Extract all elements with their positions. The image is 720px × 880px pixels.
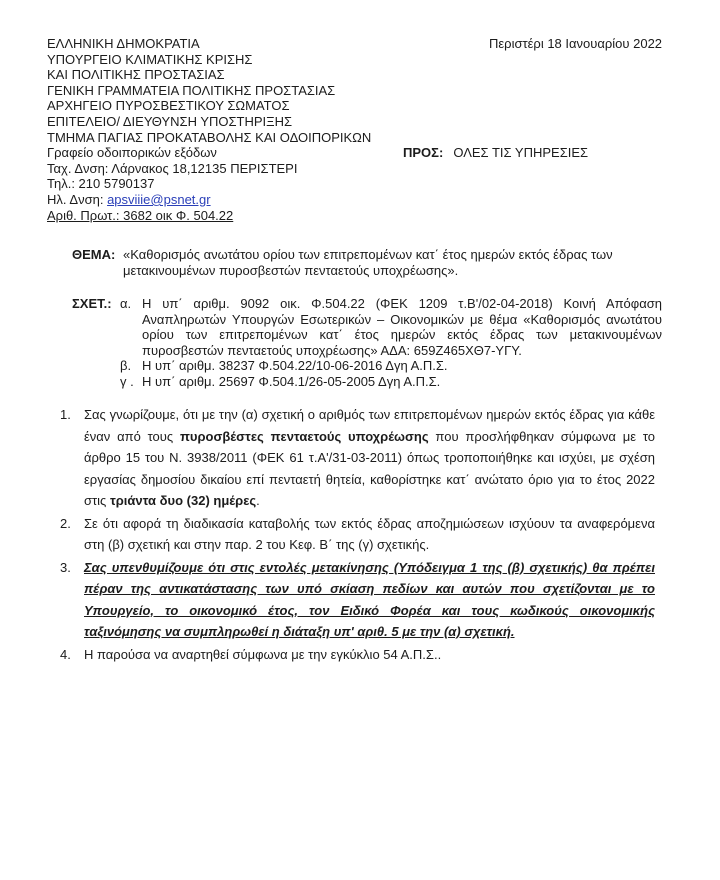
- header-line: ΚΑΙ ΠΟΛΙΤΙΚΗΣ ΠΡΟΣΤΑΣΙΑΣ: [47, 67, 225, 83]
- paragraph-text: Σε ότι αφορά τη διαδικασία καταβολής των εκτός έδρας αποζημιώσεων ισχύουν τα αναφερόμενα στη (β) σχετική και στην παρ. 2 του Κεφ. Β΄ της (γ) σχετικής.: [84, 515, 655, 552]
- subject-label: ΘΕΜΑ:: [72, 247, 116, 262]
- reference-mark: α.: [120, 296, 132, 311]
- sender-header: [47, 36, 371, 223]
- header-line: Γραφείο οδοιπορικών εξόδων: [47, 145, 217, 161]
- numbered-paragraphs: [60, 404, 655, 666]
- email-label: Ηλ. Δνση:: [47, 191, 108, 207]
- recipient-label: ΠΡΟΣ:: [403, 145, 444, 160]
- header-line: ΑΡΧΗΓΕΙΟ ΠΥΡΟΣΒΕΣΤΙΚΟΥ ΣΩΜΑΤΟΣ: [47, 98, 290, 114]
- paragraph-1: [60, 404, 655, 512]
- paragraph-2: [60, 513, 655, 556]
- reference-text: Η υπ΄ αριθμ. 9092 οικ. Φ.504.22 (ΦΕΚ 1209 τ.Β'/02-04-2018) Κοινή Απόφαση Αναπληρωτών Υπουργών Εσωτερικών – Οικονομικών με θέμα «Καθορισμός ανωτάτου ορίου των επιτρεπομένων κατ΄ έτος ημερών εκτός έδρας των μετακινουμένων πυροσβεστών πενταετούς υποχρέωσης» ΑΔΑ: 659Ζ465ΧΘ7-ΥΓΥ.: [142, 296, 662, 358]
- text-run: Σας γνωρίζουμε, ότι με την (α) σχετική ο αριθμός των επιτρεπομένων ημερών εκτός έδρας για κάθε έναν από τους: [84, 407, 655, 444]
- reference-item: [72, 374, 662, 390]
- reference-mark: β.: [120, 358, 132, 374]
- paragraph-number: 1.: [60, 407, 71, 422]
- paragraph-number: 2.: [60, 515, 71, 531]
- subject-text: «Καθορισμός ανωτάτου ορίου των επιτρεπομένων κατ΄ έτος ημερών εκτός έδρας των μετακινουμένων πυροσβεστών πενταετούς υποχρέωσης».: [123, 247, 613, 278]
- reference-text: Η υπ΄ αριθμ. 25697 Φ.504.1/26-05-2005 Δγη Α.Π.Σ.: [142, 373, 441, 389]
- header-line: Τηλ.: 210 5790137: [47, 176, 155, 192]
- recipient-value: ΟΛΕΣ ΤΙΣ ΥΠΗΡΕΣΙΕΣ: [453, 145, 589, 160]
- header-line: ΕΛΛΗΝΙΚΗ ΔΗΜΟΚΡΑΤΙΑ: [47, 36, 200, 51]
- header-line: ΥΠΟΥΡΓΕΙΟ ΚΛΙΜΑΤΙΚΗΣ ΚΡΙΣΗΣ: [47, 51, 253, 67]
- emphasis-run: πυροσβέστες πενταετούς υποχρέωσης: [179, 428, 429, 444]
- paragraph-number: 4.: [60, 646, 71, 662]
- protocol-number: Αριθ. Πρωτ.: 3682 οικ Φ. 504.22: [47, 207, 234, 223]
- paragraph-text: Η παρούσα να αναρτηθεί σύμφωνα με την εγκύκλιο 54 Α.Π.Σ..: [84, 646, 442, 662]
- header-line: ΕΠΙΤΕΛΕΙΟ/ ΔΙΕΥΘΥΝΣΗ ΥΠΟΣΤΗΡΙΞΗΣ: [47, 113, 293, 129]
- paragraph-text: Σας υπενθυμίζουμε ότι στις εντολές μετακίνησης (Υπόδειγμα 1 της (β) σχετικής) θα πρέπει πέραν της αντικατάστασης των υπό σκίαση πεδίων και αυτών που σχετίζονται με το Υπουργείο, το οικονομικό έτος, τον Ειδικό Φορέα και τους κωδικούς οικονομικής ταξινόμησης να συμπληρωθεί η διάταξη υπ' αριθ. 5 με την (α) σχετική.: [84, 559, 655, 639]
- references-block: [72, 296, 662, 390]
- header-line: ΤΜΗΜΑ ΠΑΓΙΑΣ ΠΡΟΚΑΤΑΒΟΛΗΣ ΚΑΙ ΟΔΟΙΠΟΡΙΚΩΝ: [47, 129, 372, 145]
- date-line: Περιστέρι 18 Ιανουαρίου 2022: [489, 36, 663, 51]
- header-line: Ταχ. Δνση: Λάρνακος 18,12135 ΠΕΡΙΣΤΕΡΙ: [47, 160, 298, 176]
- reference-text: Η υπ΄ αριθμ. 38237 Φ.504.22/10-06-2016 Δγη Α.Π.Σ.: [142, 358, 448, 374]
- reference-item: [72, 296, 662, 358]
- subject-block: [72, 247, 662, 279]
- paragraph-text: [84, 404, 655, 512]
- paragraph-4: [60, 644, 655, 666]
- paragraph-number: 3.: [60, 559, 71, 575]
- text-run: .: [256, 493, 260, 508]
- text-run: που προσλήφθηκαν σύμφωνα με το άρθρο 15 του Ν. 3938/2011 (ΦΕΚ 61 τ.Α'/31-03-2011) όπως τροποποιήθηκε και ισχύει, με σχέση εργασίας δημοσίου δικαίου επί πενταετή θητεία, καθορίστηκε κατ΄ ανώτατο όριο για το έτος 2022 στις: [84, 428, 656, 508]
- recipient-block: [403, 145, 588, 160]
- paragraph-3: [60, 557, 655, 643]
- reference-mark: γ .: [120, 373, 134, 389]
- references-label: ΣΧΕΤ.:: [72, 296, 112, 311]
- email-link[interactable]: apsviiie@psnet.gr: [107, 191, 211, 207]
- reference-item: [72, 358, 662, 374]
- emphasis-run: τριάντα δυο (32) ημέρες: [109, 493, 257, 508]
- email-line: [47, 192, 371, 208]
- header-line: ΓΕΝΙΚΗ ΓΡΑΜΜΑΤΕΙΑ ΠΟΛΙΤΙΚΗΣ ΠΡΟΣΤΑΣΙΑΣ: [47, 82, 336, 98]
